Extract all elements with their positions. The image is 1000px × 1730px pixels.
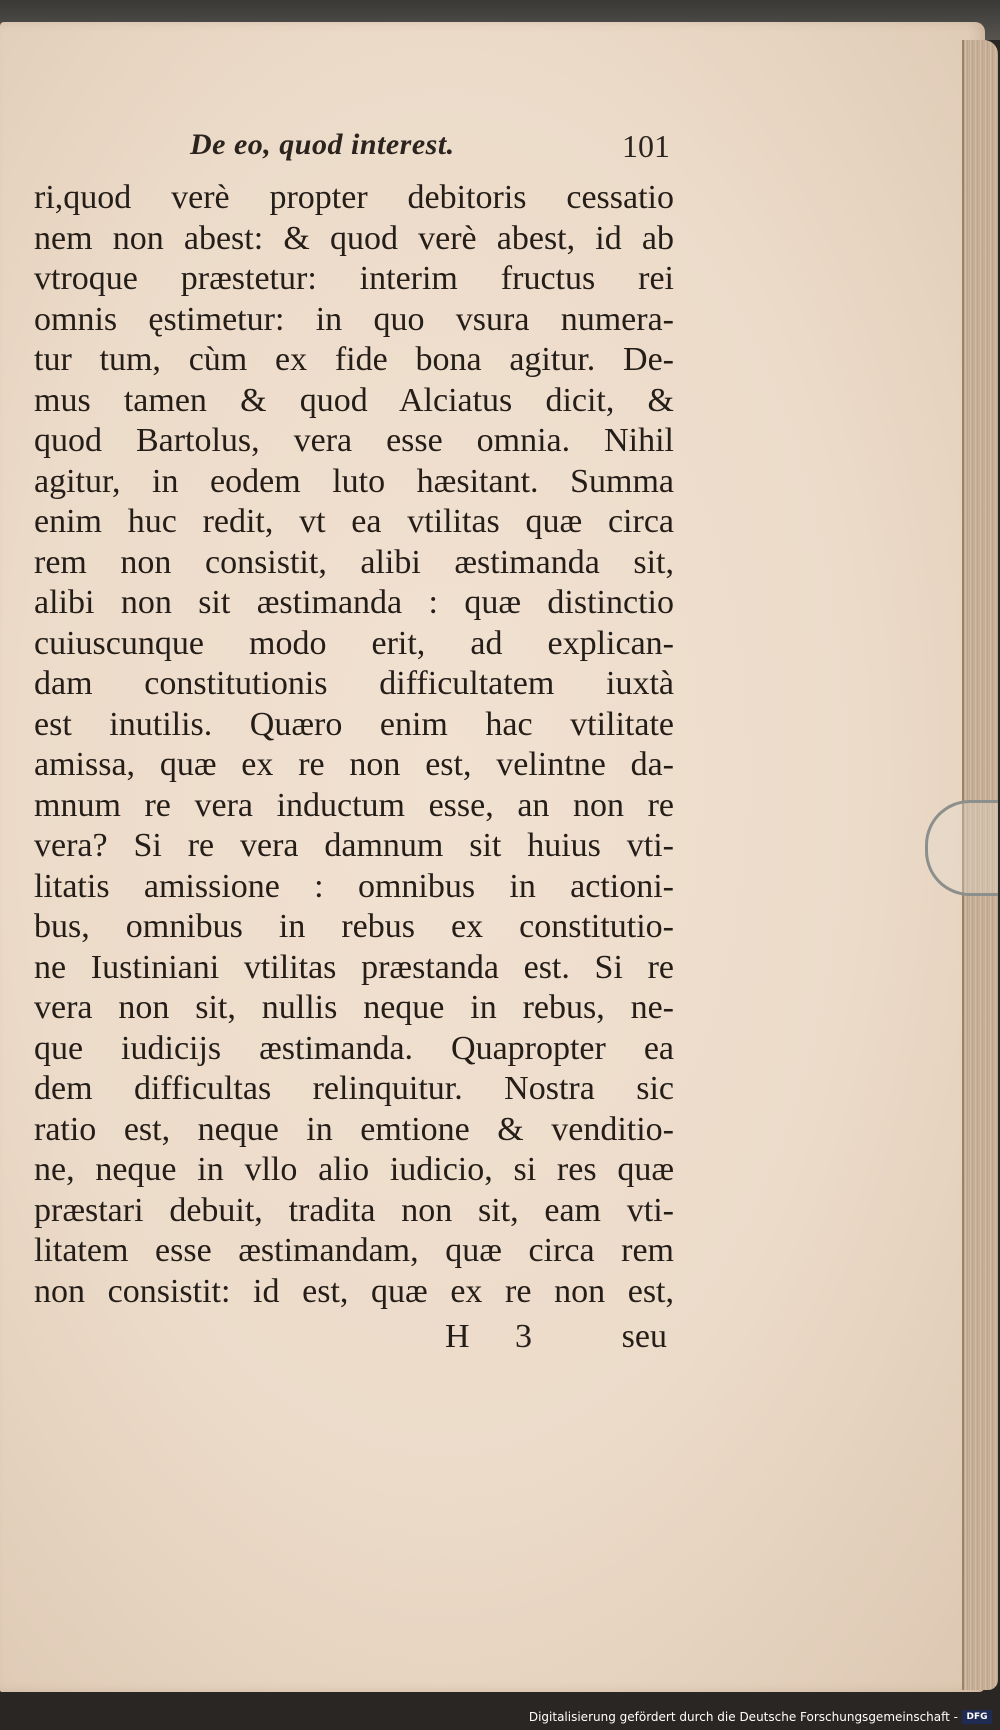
text-line: quod Bartolus, vera esse omnia. Nihil xyxy=(34,422,674,459)
text-line: litatem esse æstimandam, quæ circa rem xyxy=(34,1232,674,1269)
text-line: mus tamen & quod Alciatus dicit, & xyxy=(34,381,674,419)
text-line: ri,quod verè propter debitoris cessatio xyxy=(34,179,674,216)
text-line: alibi non sit æstimanda : quæ distinctio xyxy=(34,584,674,621)
text-line: mnum re vera inductum esse, an non re xyxy=(34,786,674,824)
text-line: omnis ęstimetur: in quo vsura numera- xyxy=(34,300,674,338)
text-line: dam constitutionis difficultatem iuxtà xyxy=(34,665,674,702)
signature-mark: H xyxy=(445,1318,470,1355)
dfg-logo: DFG xyxy=(962,1710,992,1724)
text-line: que iudicijs æstimanda. Quapropter ea xyxy=(34,1029,674,1067)
text-line: tur tum, cùm ex fide bona agitur. De- xyxy=(34,341,674,378)
text-line: non consistit: id est, quæ ex re non est, xyxy=(34,1272,674,1310)
text-line: amissa, quæ ex re non est, velintne da- xyxy=(34,746,674,783)
signature-number: 3 xyxy=(515,1318,532,1355)
text-line: vtroque præstetur: interim fructus rei xyxy=(34,260,674,297)
text-line: est inutilis. Quæro enim hac vtilitate xyxy=(34,705,674,743)
text-line: ratio est, neque in emtione & venditio- xyxy=(34,1110,674,1148)
text-line: præstari debuit, tradita non sit, eam vti- xyxy=(34,1191,674,1229)
text-line: vera? Si re vera damnum sit huius vti- xyxy=(34,827,674,864)
page-number: 101 xyxy=(622,128,670,164)
text-line: enim huc redit, vt ea vtilitas quæ circa xyxy=(34,503,674,540)
body-text xyxy=(34,178,674,1312)
text-line: cuiuscunque modo erit, ad explican- xyxy=(34,624,674,662)
text-line: agitur, in eodem luto hæsitant. Summa xyxy=(34,462,674,500)
text-line: dem difficultas relinquitur. Nostra sic xyxy=(34,1070,674,1107)
text-line: ne, neque in vllo alio iudicio, si res quæ xyxy=(34,1151,674,1188)
catchword: seu xyxy=(621,1318,667,1355)
page-header xyxy=(190,128,670,170)
text-line: nem non abest: & quod verè abest, id ab xyxy=(34,219,674,257)
text-line: vera non sit, nullis neque in rebus, ne- xyxy=(34,989,674,1026)
text-line: litatis amissione : omnibus in actioni- xyxy=(34,867,674,905)
running-title: De eo, quod interest. xyxy=(190,128,455,161)
digitization-credit: Digitalisierung gefördert durch die Deutsche Forschungsgemeinschaft - xyxy=(528,1710,958,1724)
text-line: ne Iustiniani vtilitas præstanda est. Si re xyxy=(34,948,674,986)
text-line: bus, omnibus in rebus ex constitutio- xyxy=(34,908,674,945)
signature-line xyxy=(445,1318,667,1362)
text-line: rem non consistit, alibi æstimanda sit, xyxy=(34,543,674,581)
